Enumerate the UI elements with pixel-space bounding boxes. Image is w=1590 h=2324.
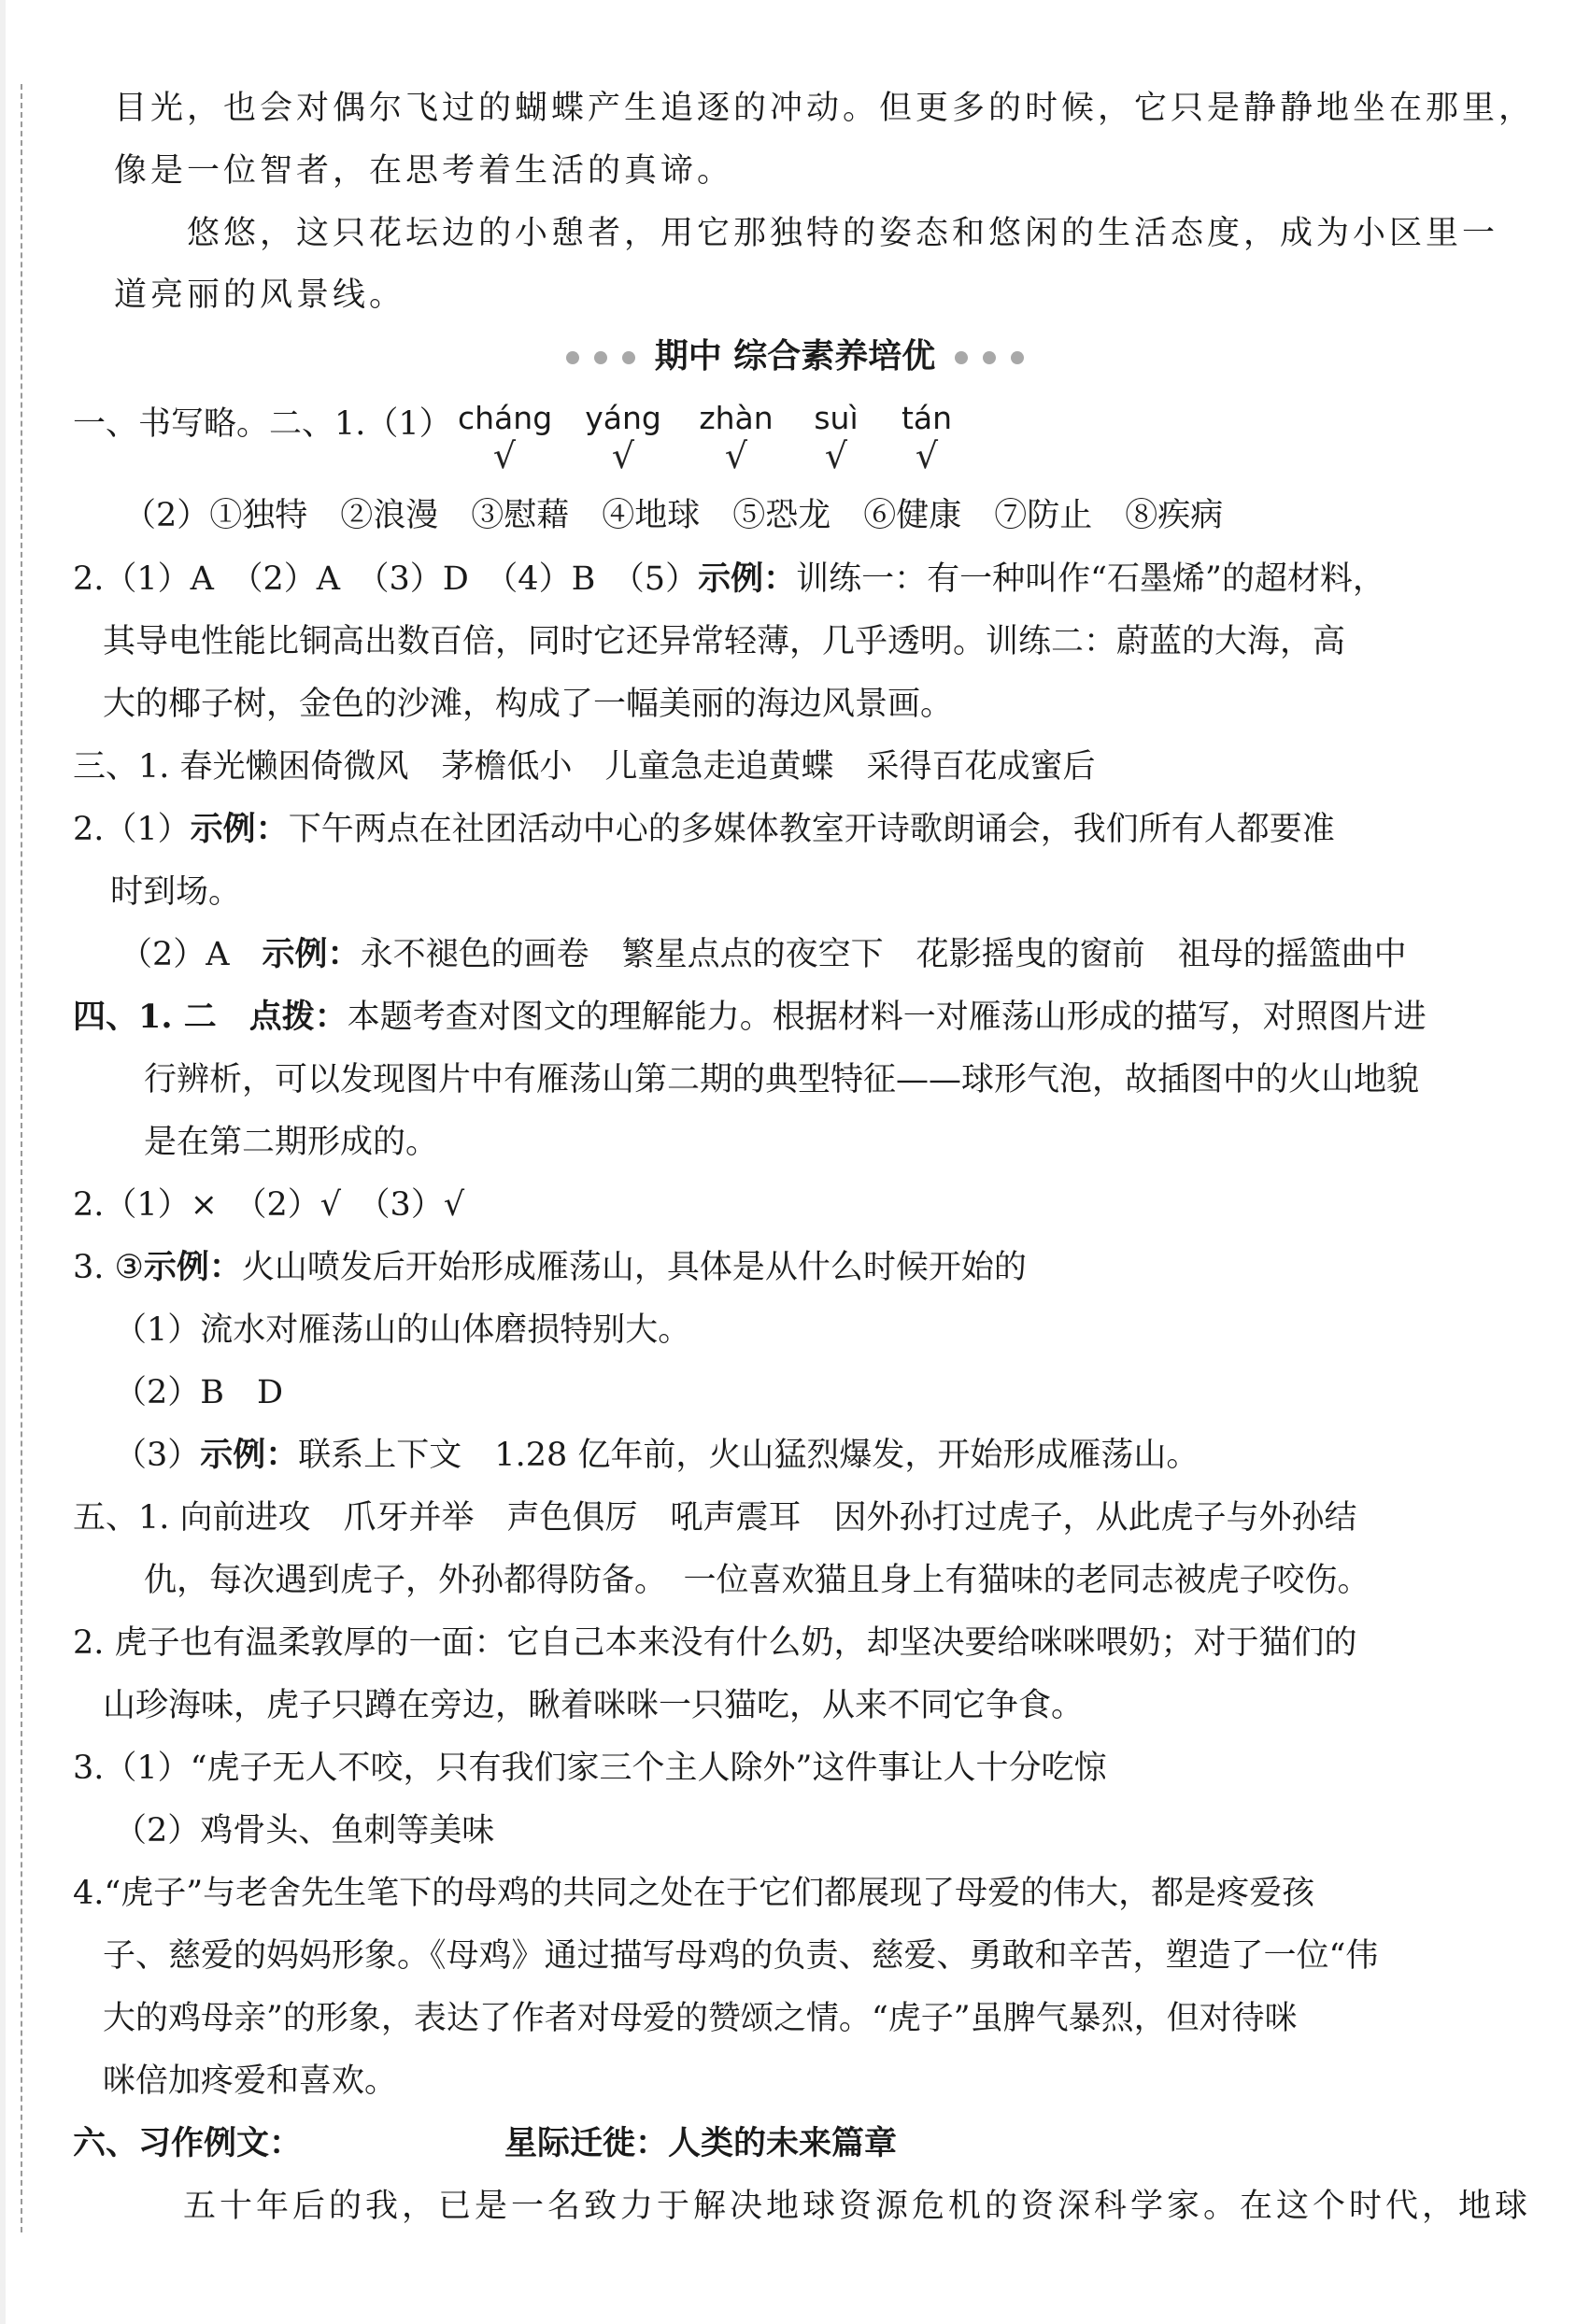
text-line (73, 557, 1474, 602)
text-line: 时到场。 (110, 873, 242, 911)
decor-dot (983, 351, 996, 364)
tick-mark: √ (915, 435, 939, 476)
text-line: 三、1. 春光懒困倚微风 茅檐低小 儿童急走追黄蝶 采得百花成蜜后 (73, 748, 1096, 786)
text-line: 目光，也会对偶尔飞过的蝴蝶产生追逐的冲动。但更多的时候，它只是静静地坐在那里， (114, 90, 1536, 127)
text-span: （2）A (120, 936, 263, 973)
text-line: 3.（1）“虎子无人不咬，只有我们家三个主人除外”这件事让人十分吃惊 (73, 1750, 1107, 1787)
essay-title-text: 星际迁徙：人类的未来篇章 (504, 2125, 898, 2162)
text-line: 咪倍加疼爱和喜欢。 (103, 2062, 398, 2100)
text-line (73, 807, 1474, 852)
tick-mark: √ (492, 435, 517, 476)
text-line: （2）B D (114, 1374, 284, 1411)
text-line: 仇，每次遇到虎子，外孙都得防备。 一位喜欢猫且身上有猫味的老同志被虎子咬伤。 (144, 1562, 1370, 1599)
example-label: 示例： (143, 1248, 242, 1286)
text-span: 训练一：有一种叫作“石墨烯”的超材料， (796, 560, 1385, 598)
section-title (0, 334, 1590, 379)
text-line: 悠悠，这只花坛边的小憩者，用它那独特的姿态和悠闲的生活态度，成为小区里一 (187, 215, 1499, 252)
text-line: 2. 虎子也有温柔敦厚的一面：它自己本来没有什么奶，却坚决要给咪咪喂奶；对于猫们的 (73, 1624, 1357, 1662)
text-span: （3） (114, 1437, 201, 1474)
text-line: 行辨析，可以发现图片中有雁荡山第二期的典型特征——球形气泡，故插图中的火山地貌 (144, 1061, 1420, 1098)
text-line: 山珍海味，虎子只蹲在旁边，瞅着咪咪一只猫吃，从来不同它争食。 (103, 1687, 1085, 1724)
q1-prefix: 一、书写略。二、1.（1） (73, 405, 452, 443)
tick-mark: √ (611, 435, 635, 476)
text-span: 下午两点在社团活动中心的多媒体教室开诗歌朗诵会，我们所有人都要准 (288, 811, 1335, 848)
pinyin-item (803, 400, 869, 475)
pinyin-item (689, 400, 783, 475)
text-line (120, 932, 1521, 977)
text-span: 本题考查对图文的理解能力。根据材料一对雁荡山形成的描写，对照图片进 (347, 999, 1427, 1036)
decor-dot (955, 351, 968, 364)
text-line: 其导电性能比铜高出数百倍，同时它还异常轻薄，几乎透明。训练二：蔚蓝的大海，高 (103, 623, 1346, 660)
hint-label: 点拨： (248, 998, 348, 1036)
text-line: 是在第二期形成的。 (144, 1124, 439, 1161)
text-line: 大的椰子树，金色的沙滩，构成了一幅美丽的海边风景画。 (103, 686, 954, 723)
pinyin-text: suì (814, 400, 859, 436)
text-span: 永不褪色的画卷 繁星点点的夜空下 花影摇曳的窗前 祖母的摇篮曲中 (360, 936, 1407, 973)
example-label: 示例： (190, 810, 289, 848)
text-span: 2.（1）A （2）A （3）D （4）B （5） (73, 560, 699, 598)
essay-title (504, 2121, 1590, 2166)
binding-dashed-line (21, 84, 22, 2232)
pinyin-text: cháng (458, 400, 553, 436)
example-label: 示例： (262, 935, 361, 973)
text-line: 子、慈爱的妈妈形象。《母鸡》通过描写母鸡的负责、慈爱、勇敢和辛苦，塑造了一位“伟 (103, 1937, 1379, 1975)
text-line: （2）鸡骨头、鱼刺等美味 (114, 1812, 495, 1849)
decor-dot (594, 351, 607, 364)
pinyin-item (458, 400, 551, 475)
text-line: （1）流水对雁荡山的山体磨损特别大。 (114, 1311, 691, 1349)
pinyin-text: zhàn (699, 400, 774, 436)
decor-dot (1011, 351, 1024, 364)
decor-dot (566, 351, 579, 364)
q1-part2: （2）①独特 ②浪漫 ③慰藉 ④地球 ⑤恐龙 ⑥健康 ⑦防止 ⑧疾病 (123, 497, 1224, 534)
text-line: 像是一位智者，在思考着生活的真谛。 (114, 152, 734, 190)
pinyin-text: tán (901, 400, 953, 436)
pinyin-item (889, 400, 964, 475)
essay-label: 六、习作例文： (73, 2124, 303, 2162)
pinyin-text: yáng (585, 400, 661, 436)
text-span: 联系上下文 1.28 亿年前，火山猛烈爆发，开始形成雁荡山。 (298, 1437, 1200, 1474)
example-label: 示例： (200, 1436, 299, 1474)
decor-dot (622, 351, 635, 364)
text-line: 道亮丽的风景线。 (114, 276, 406, 314)
text-span: 火山喷发后开始形成雁荡山，具体是从什么时候开始的 (241, 1249, 1027, 1286)
tick-mark: √ (824, 435, 848, 476)
text-line: 2.（1）× （2）√ （3）√ (73, 1186, 465, 1224)
text-line (73, 1245, 1474, 1290)
text-line (114, 1433, 1515, 1478)
pinyin-item (581, 400, 665, 475)
text-span: 3. ③ (73, 1249, 144, 1286)
text-span: 四、1. 二 (73, 998, 249, 1036)
text-line: 五十年后的我，已是一名致力于解决地球资源危机的资深科学家。在这个时代，地球 (183, 2188, 1532, 2225)
text-line: 大的鸡母亲”的形象，表达了作者对母爱的赞颂之情。“虎子”虽脾气暴烈，但对待咪 (103, 2000, 1298, 2037)
section-title-text: 期中 综合素养培优 (654, 337, 936, 376)
tick-mark: √ (724, 435, 748, 476)
text-span: 2.（1） (73, 811, 191, 848)
text-line: 五、1. 向前进攻 爪牙并举 声色俱厉 吼声震耳 因外孙打过虎子，从此虎子与外孙结 (73, 1499, 1357, 1537)
text-line: 4.“虎子”与老舍先生笔下的母鸡的共同之处在于它们都展现了母爱的伟大，都是疼爱孩 (73, 1875, 1315, 1912)
text-line (73, 995, 1474, 1040)
example-label: 示例： (698, 560, 797, 598)
